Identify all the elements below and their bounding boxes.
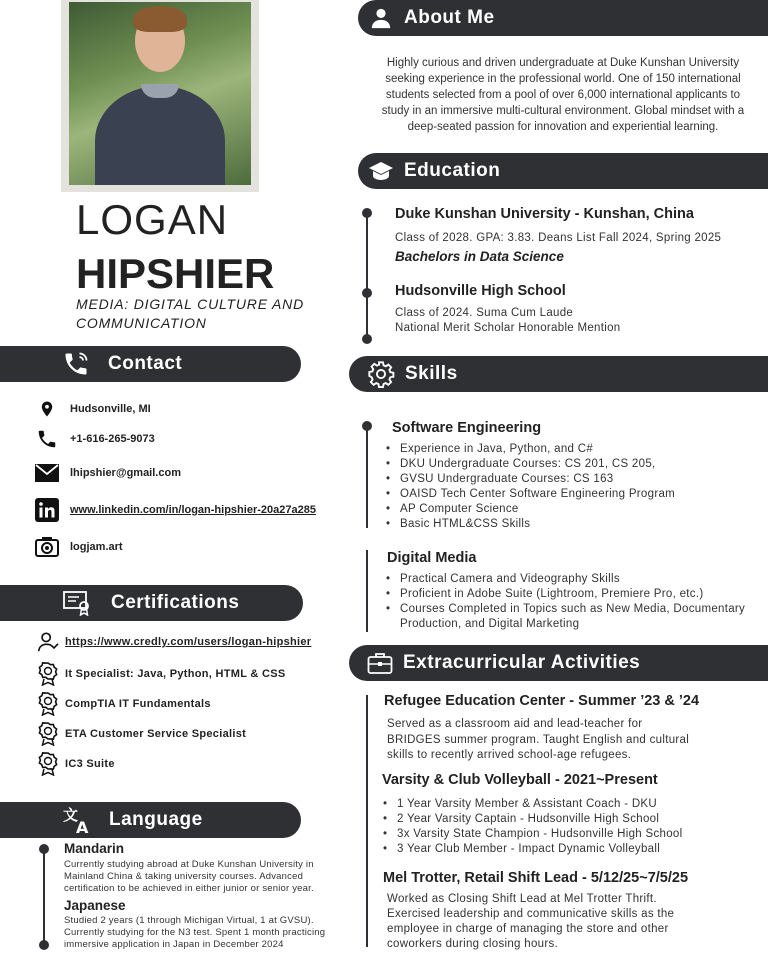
- email-icon: [35, 464, 59, 482]
- activity-title: Mel Trotter, Retail Shift Lead - 5/12/25~7/5/25: [383, 870, 689, 886]
- person-icon: [370, 7, 392, 29]
- contact-header: [0, 346, 301, 382]
- education-header: [358, 153, 768, 189]
- timeline-dot: [362, 208, 372, 218]
- skill-item: • Proficient in Adobe Suite (Lightroom, Premiere Pro, etc.): [386, 587, 756, 602]
- skill-item: • DKU Undergraduate Courses: CS 201, CS 205,: [386, 457, 756, 472]
- timeline-dot: [39, 940, 49, 950]
- activities-header: [349, 645, 768, 681]
- about-text: Highly curious and driven undergraduate at Duke Kunshan University seeking experience in the professional world. One of 150 international students selected from a pool of over 6,000 international applicants to study in an immersive multi-cultural environment. Global mindset with a deep-seated passion for innovation and experiential learning.: [381, 57, 745, 133]
- contact-location: [35, 398, 151, 420]
- briefcase-icon: [367, 651, 393, 675]
- award-badge-icon: [37, 662, 59, 686]
- award-badge-icon: [37, 752, 59, 776]
- contact-phone: [35, 428, 155, 450]
- language-header: [0, 802, 301, 838]
- timeline-dot: [362, 334, 372, 344]
- svg-text:A: A: [76, 818, 89, 834]
- skill-item: • AP Computer Science: [386, 502, 756, 517]
- language-name: Mandarin: [64, 841, 125, 856]
- award-badge-icon: [37, 692, 59, 716]
- skill-item: • Experience in Java, Python, and C#: [386, 442, 756, 457]
- activity-text: Served as a classroom aid and lead-teacher for BRIDGES summer program. Taught English and cultural skills to recently arrived school-age refugees.: [387, 718, 690, 761]
- linkedin-icon: [35, 498, 59, 522]
- skill-list: [386, 442, 756, 532]
- activity-title: Refugee Education Center - Summer ’23 & ’24: [384, 693, 700, 709]
- school-details: Class of 2028. GPA: 3.83. Deans List Fall 2024, Spring 2025: [395, 232, 722, 244]
- skills-header: [349, 356, 768, 392]
- svg-text:文: 文: [63, 806, 79, 824]
- timeline-dot: [362, 288, 372, 298]
- school-details: Class of 2024. Suma Cum Laude: [395, 307, 574, 319]
- cert-name: CompTIA IT Fundamentals: [65, 698, 211, 710]
- skills-timeline: [366, 550, 368, 632]
- activity-item: • 3x Varsity State Champion - Hudsonville High School: [383, 827, 753, 842]
- linkedin-link[interactable]: www.linkedin.com/in/logan-hipshier-20a27a285: [70, 504, 316, 516]
- skill-item: • OAISD Tech Center Software Engineering Program: [386, 487, 756, 502]
- certifications-heading: Certifications: [111, 592, 240, 613]
- contact-website: [35, 536, 123, 558]
- phone-icon: [62, 350, 90, 378]
- cert-item: [37, 752, 115, 776]
- school-name: Hudsonville High School: [395, 283, 566, 299]
- school-name: Duke Kunshan University - Kunshan, China: [395, 206, 694, 222]
- cert-name: ETA Customer Service Specialist: [65, 728, 247, 740]
- timeline-dot: [362, 421, 372, 431]
- activities-timeline: [366, 695, 368, 947]
- certifications-header: [0, 585, 303, 621]
- activity-title: Varsity & Club Volleyball - 2021~Present: [382, 772, 658, 788]
- location-pin-icon: [35, 398, 59, 420]
- about-header: [358, 0, 768, 36]
- phone-text[interactable]: +1-616-265-9073: [70, 433, 155, 445]
- certificate-icon: [63, 590, 91, 616]
- skill-item: • Courses Completed in Topics such as New Media, Documentary Production, and Digital Marketing: [386, 602, 756, 632]
- translate-icon: [63, 806, 93, 834]
- credly-row: [37, 630, 311, 654]
- skill-group-title: Digital Media: [387, 550, 477, 566]
- education-timeline: [366, 212, 368, 338]
- language-heading: Language: [109, 809, 203, 830]
- skill-group-title: Software Engineering: [392, 420, 542, 436]
- skills-heading: Skills: [405, 363, 458, 384]
- cert-item: [37, 692, 211, 716]
- about-heading: About Me: [404, 7, 495, 28]
- phone-icon: [35, 428, 59, 450]
- skill-item: • GVSU Undergraduate Courses: CS 163: [386, 472, 756, 487]
- activity-item: • 2 Year Varsity Captain - Hudsonville High School: [383, 812, 753, 827]
- activity-list: [383, 797, 753, 857]
- graduation-cap-icon: [368, 160, 394, 182]
- language-desc: Currently studying abroad at Duke Kunshan University in Mainland China & taking university courses. Advanced certification to be achieved in either junior or senior year.: [64, 859, 314, 894]
- school-honors: National Merit Scholar Honorable Mention: [395, 322, 621, 334]
- contact-email: [35, 464, 181, 482]
- activity-item: • 3 Year Club Member - Impact Dynamic Volleyball: [383, 842, 753, 857]
- language-name: Japanese: [64, 898, 126, 913]
- cert-item: [37, 722, 246, 746]
- activity-text: Worked as Closing Shift Lead at Mel Trotter Thrift. Exercised leadership and communicative skills as the employee in charge of managing the store and other coworkers during closing hours.: [387, 893, 675, 950]
- activity-item: • 1 Year Varsity Member & Assistant Coach - DKU: [383, 797, 753, 812]
- award-badge-icon: [37, 722, 59, 746]
- activities-heading: Extracurricular Activities: [403, 652, 641, 673]
- subtitle: MEDIA: DIGITAL CULTURE AND COMMUNICATION: [76, 296, 304, 331]
- skills-timeline: [366, 424, 368, 528]
- credly-link[interactable]: https://www.credly.com/users/logan-hipshier: [65, 636, 312, 648]
- cert-item: [37, 662, 286, 686]
- user-check-icon: [37, 630, 59, 654]
- skill-item: • Basic HTML&CSS Skills: [386, 517, 756, 532]
- skill-list: [386, 572, 756, 632]
- gear-icon: [367, 360, 395, 388]
- last-name: HIPSHIER: [76, 250, 275, 297]
- cert-name: It Specialist: Java, Python, HTML & CSS: [65, 668, 286, 680]
- language-timeline: [43, 847, 45, 945]
- website-text[interactable]: logjam.art: [70, 541, 123, 553]
- skill-item: • Practical Camera and Videography Skills: [386, 572, 756, 587]
- education-heading: Education: [404, 160, 501, 181]
- email-text[interactable]: lhipshier@gmail.com: [70, 467, 181, 479]
- degree: Bachelors in Data Science: [395, 249, 564, 264]
- cert-name: IC3 Suite: [65, 758, 115, 770]
- profile-photo: [69, 2, 251, 185]
- contact-heading: Contact: [108, 353, 183, 374]
- contact-linkedin: [35, 498, 316, 522]
- location-text: Hudsonville, MI: [70, 403, 151, 415]
- timeline-dot: [39, 844, 49, 854]
- first-name: LOGAN: [76, 196, 229, 243]
- camera-icon: [35, 536, 59, 558]
- language-desc: Studied 2 years (1 through Michigan Virtual, 1 at GVSU). Currently studying for the N3 test. Spent 1 month practicing immersive application in Japan in December 2024: [64, 915, 326, 950]
